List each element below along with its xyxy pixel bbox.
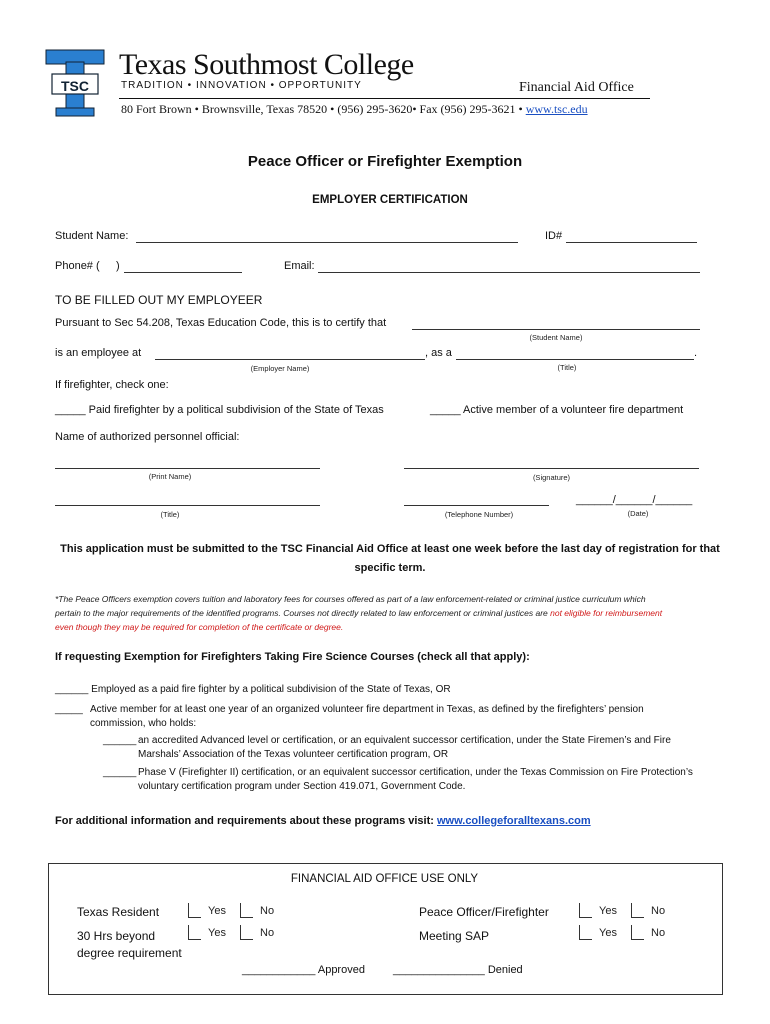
texas-resident-yes-label: Yes (208, 905, 226, 917)
fire-science-sub1-line2: Marshals’ Association of the Texas volunteer certification program, OR (138, 749, 449, 760)
hrs-beyond-no-label: No (260, 927, 275, 939)
website-link[interactable]: www.tsc.edu (525, 102, 588, 116)
employer-name-caption: (Employer Name) (250, 364, 310, 373)
fire-science-sub2-line2: voluntary certification program under Section 419.071, Government Code. (138, 781, 466, 792)
fire-science-sub2-line1: Phase V (Firefighter II) certification, or an equivalent successor certification, under the Texas Commission on Fire Protection’s (138, 767, 693, 778)
date-caption: (Date) (627, 509, 649, 518)
student-name-field[interactable] (136, 242, 518, 243)
email-field[interactable] (318, 272, 700, 273)
texas-resident-no-checkbox[interactable] (240, 903, 253, 918)
date-field[interactable]: ______/______/______ (576, 494, 693, 506)
more-info-text: For additional information and requirements about these programs visit: (55, 815, 437, 827)
submission-notice-line1: This application must be submitted to the TSC Financial Aid Office at least one week before the last day of registration for that (60, 543, 720, 555)
period: . (694, 347, 698, 359)
office-name: Financial Aid Office (519, 80, 634, 95)
tagline: TRADITION • INNOVATION • OPPORTUNITY (121, 80, 362, 91)
meeting-sap-label: Meeting SAP (419, 929, 490, 943)
logo-text: TSC (61, 78, 89, 94)
employee-at-label: is an employee at (55, 347, 142, 359)
peace-officer-no-checkbox[interactable] (631, 903, 644, 918)
student-name-label: Student Name: (55, 230, 129, 242)
pursuant-text: Pursuant to Sec 54.208, Texas Education Code, this is to certify that (55, 317, 387, 329)
paid-firefighter-option[interactable]: _____ Paid firefighter by a political subdivision of the State of Texas (55, 404, 384, 416)
firefighter-check-label: If firefighter, check one: (55, 379, 169, 391)
peace-officer-yes-checkbox[interactable] (579, 903, 592, 918)
peace-officer-no-label: No (651, 905, 666, 917)
employer-heading: TO BE FILLED OUT MY EMPLOYEER (55, 293, 263, 307)
fire-science-opt2-line2: commission, who holds: (90, 718, 197, 729)
texas-resident-label: Texas Resident (77, 905, 160, 919)
print-name-caption: (Print Name) (148, 472, 192, 481)
texas-resident-no-label: No (260, 905, 275, 917)
fire-science-opt2-line1: Active member for at least one year of an organized volunteer fire department in Texas, as defined by the firefighters’ pension (90, 704, 644, 715)
official-title-field[interactable] (55, 505, 320, 506)
meeting-sap-yes-label: Yes (599, 927, 617, 939)
signature-field[interactable] (404, 468, 699, 469)
texas-resident-yes-checkbox[interactable] (188, 903, 201, 918)
fire-science-opt1[interactable]: ______ Employed as a paid fire fighter by a political subdivision of the State of Texas, OR (55, 684, 451, 695)
telephone-caption: (Telephone Number) (444, 510, 514, 519)
hrs-beyond-yes-checkbox[interactable] (188, 925, 201, 940)
certify-student-field[interactable] (412, 329, 700, 330)
print-name-field[interactable] (55, 468, 320, 469)
fine-print-line3: even though they may be required for completion of the certificate or degree. (55, 622, 344, 632)
more-info (55, 815, 591, 827)
submission-notice-line2: specific term. (354, 562, 426, 574)
office-use-heading: FINANCIAL AID OFFICE USE ONLY (290, 873, 479, 885)
fire-science-heading: If requesting Exemption for Firefighters Taking Fire Science Courses (check all that apply): (55, 651, 530, 663)
address-line (121, 102, 588, 117)
as-a-label: , as a (425, 347, 452, 359)
title-caption: (Title) (557, 363, 577, 372)
degree-requirement-label: degree requirement (77, 946, 182, 960)
fire-science-opt2-blank[interactable]: _____ (55, 704, 83, 715)
meeting-sap-no-checkbox[interactable] (631, 925, 644, 940)
fine-print-line2-main: pertain to the major requirements of the identified programs. Courses not directly related to law enforcement or criminal justices are (55, 608, 551, 618)
authorized-official-label: Name of authorized personnel official: (55, 431, 240, 443)
id-label: ID# (545, 230, 563, 242)
page-subtitle: EMPLOYER CERTIFICATION (312, 194, 468, 206)
phone-label: Phone# ( (55, 260, 100, 272)
fire-science-sub1-line1: an accredited Advanced level or certification, or an equivalent successor certification, under the State Firemen’s and Fire (138, 735, 671, 746)
id-field[interactable] (566, 242, 697, 243)
college-name: Texas Southmost College (119, 48, 414, 81)
hrs-beyond-no-checkbox[interactable] (240, 925, 253, 940)
fine-print-line2 (55, 608, 662, 618)
phone-field[interactable] (124, 272, 242, 273)
employee-title-field[interactable] (456, 359, 694, 360)
peace-officer-yes-label: Yes (599, 905, 617, 917)
denied-field[interactable]: _______________ Denied (393, 964, 523, 976)
fine-print-line1: *The Peace Officers exemption covers tuition and laboratory fees for courses offered as part of a law enforcement-related or criminal justice curriculum which (55, 594, 646, 604)
address: 80 Fort Brown • Brownsville, Texas 78520 • (956) 295-3620• Fax (956) 295-3621 • (121, 102, 523, 116)
hrs-beyond-yes-label: Yes (208, 927, 226, 939)
email-label: Email: (284, 260, 315, 272)
header-rule (119, 98, 650, 99)
employer-name-field[interactable] (155, 359, 425, 360)
student-name-caption: (Student Name) (529, 333, 583, 342)
official-title-caption: (Title) (160, 510, 180, 519)
telephone-field[interactable] (404, 505, 549, 506)
meeting-sap-yes-checkbox[interactable] (579, 925, 592, 940)
peace-officer-label: Peace Officer/Firefighter (419, 905, 549, 919)
page-title: Peace Officer or Firefighter Exemption (247, 153, 523, 170)
hrs-beyond-label: 30 Hrs beyond (77, 929, 156, 943)
phone-paren: ) (116, 260, 120, 272)
fine-print-not-eligible: not eligible for reimbursement (550, 608, 663, 618)
fire-science-sub2-blank[interactable]: ______ (103, 767, 137, 778)
approved-field[interactable]: ____________ Approved (242, 964, 365, 976)
volunteer-firefighter-option[interactable]: _____ Active member of a volunteer fire department (430, 404, 684, 416)
meeting-sap-no-label: No (651, 927, 666, 939)
signature-caption: (Signature) (532, 473, 571, 482)
college-for-all-texans-link[interactable]: www.collegeforalltexans.com (437, 815, 591, 827)
fire-science-sub1-blank[interactable]: ______ (103, 735, 137, 746)
